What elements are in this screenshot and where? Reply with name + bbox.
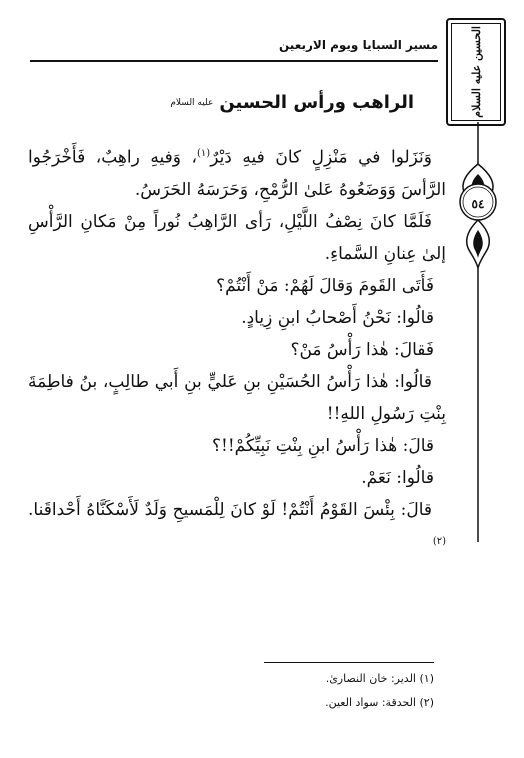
dialogue-line: فَقالَ: هٰذا رَأْسُ مَنْ؟ — [290, 339, 434, 360]
page-number: ٥٤ — [471, 197, 485, 211]
paragraph: فَلَمَّا كانَ نِصْفُ اللَّيْلِ، رَأى الرَّاهِبُ نُوراً مِنْ مَكانِ الرَّأْسِ إلىٰ عِنانِ السَّماءِ. — [28, 211, 446, 264]
running-header: مسير السبايا ويوم الاربعين — [279, 38, 438, 52]
dialogue-line: فَأَتَى القَومَ وَقالَ لَهُمْ: مَنْ أَنْتُمْ؟ — [216, 275, 434, 296]
footnotes — [30, 672, 434, 720]
footnote-ref: (٢) — [432, 535, 446, 547]
footnote: (١) الدير: خان النصارىٰ. — [325, 672, 434, 685]
dialogue-line: قالُوا: نَحْنُ أَصْحابُ ابنِ زِيادٍ. — [241, 307, 434, 328]
ornament-flourish-icon — [450, 122, 506, 542]
dialogue-line: قالَ: هٰذا رَأْسُ ابنِ بِنْتِ نَبِيِّكُمْ!!؟ — [211, 435, 434, 456]
page-ornament — [446, 18, 506, 538]
dialogue-line: قالُوا: نَعَمْ. — [361, 467, 434, 488]
calligraphy-emblem — [446, 18, 506, 126]
footnote-ref: (١) — [197, 148, 211, 159]
footnote-rule — [264, 662, 434, 663]
body-text — [28, 138, 446, 561]
honorific-mark: عليه السلام — [170, 97, 214, 108]
section-title-text: الراهب ورأس الحسين — [219, 92, 414, 113]
calligraphy-text: الحسين عليه السلام — [469, 26, 483, 118]
section-title — [170, 92, 414, 113]
dialogue-line: قالُوا: هٰذا رَأْسُ الحُسَيْنِ بنِ عَليٍّ بنِ أَبي طالِبٍ، بنُ فاطِمَةَ بِنْتِ رَسُولِ اللهِ!! — [28, 371, 446, 424]
paragraph: وَنَزَلوا في مَنْزِلٍ كانَ فيهِ دَيْرٌ$^{(١)}$، وَفيهِ راهِبٌ، فَأَخْرَجُوا الرَّأسَ وَوَضَعُوهُ عَلىٰ الرُّمْحِ، وَحَرَسَهُ الحَرَسُ. — [28, 147, 446, 200]
header-rule — [30, 60, 438, 62]
footnote: (٢) الحدقة: سواد العين. — [325, 696, 434, 709]
dialogue-line: قالَ: بِئْسَ القَوْمُ أَنْتُمْ! لَوْ كانَ لِلْمَسيحِ وَلَدٌ لَأَسْكَنَّاهُ أَحْداقَنا.$^{(٢)}$ — [28, 499, 446, 547]
